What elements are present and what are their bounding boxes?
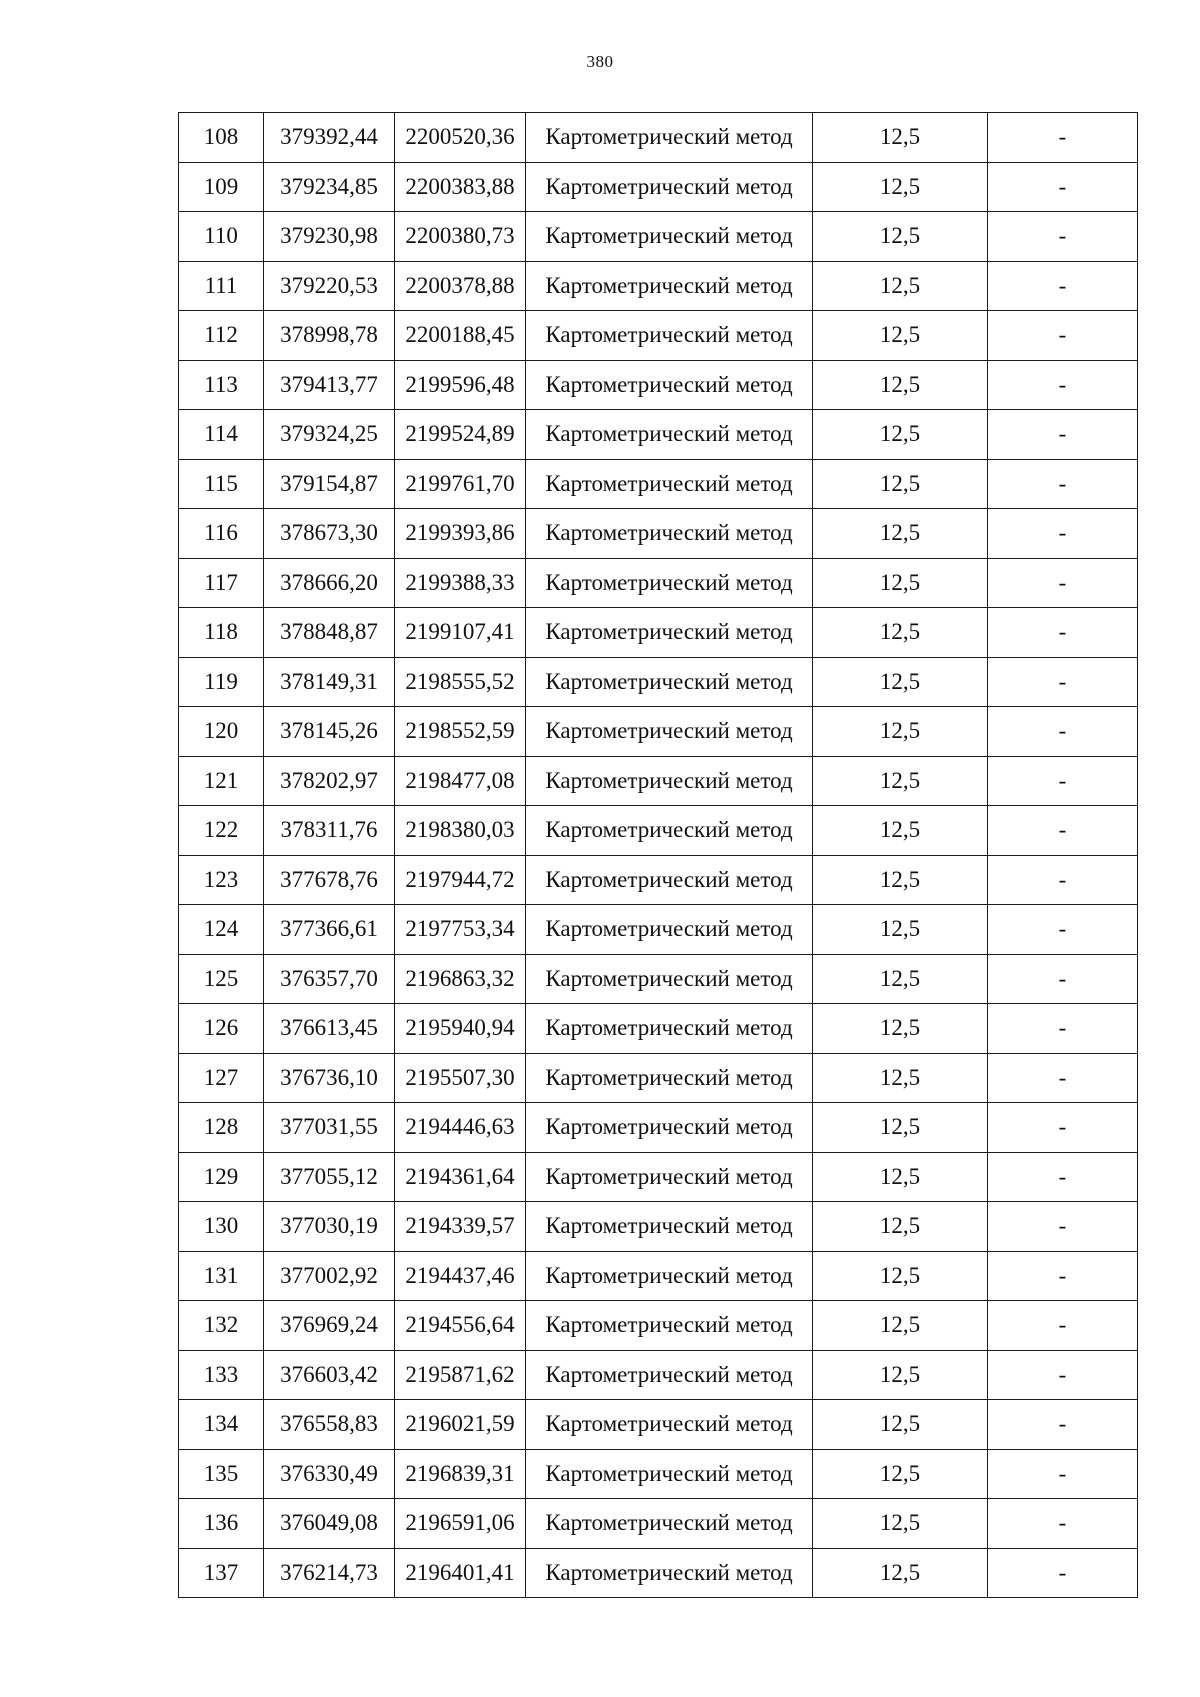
accuracy-cell: 12,5 (813, 509, 988, 559)
accuracy-cell: 12,5 (813, 162, 988, 212)
description-cell: - (988, 1251, 1138, 1301)
point-number-cell: 134 (179, 1400, 264, 1450)
description-cell: - (988, 855, 1138, 905)
method-cell: Картометрический метод (526, 410, 813, 460)
point-number-cell: 117 (179, 558, 264, 608)
description-cell: - (988, 311, 1138, 361)
accuracy-cell: 12,5 (813, 113, 988, 163)
description-cell: - (988, 1103, 1138, 1153)
accuracy-cell: 12,5 (813, 1350, 988, 1400)
table-row (179, 162, 1138, 212)
table-row (179, 1152, 1138, 1202)
table-row (179, 1251, 1138, 1301)
method-cell: Картометрический метод (526, 905, 813, 955)
point-number-cell: 120 (179, 707, 264, 757)
method-cell: Картометрический метод (526, 806, 813, 856)
accuracy-cell: 12,5 (813, 212, 988, 262)
method-cell: Картометрический метод (526, 459, 813, 509)
point-number-cell: 119 (179, 657, 264, 707)
y-coordinate-cell: 2198380,03 (395, 806, 526, 856)
description-cell: - (988, 1301, 1138, 1351)
accuracy-cell: 12,5 (813, 806, 988, 856)
point-number-cell: 133 (179, 1350, 264, 1400)
table-row (179, 608, 1138, 658)
table-row (179, 1400, 1138, 1450)
method-cell: Картометрический метод (526, 1400, 813, 1450)
method-cell: Картометрический метод (526, 113, 813, 163)
y-coordinate-cell: 2197753,34 (395, 905, 526, 955)
x-coordinate-cell: 378145,26 (264, 707, 395, 757)
table-row (179, 261, 1138, 311)
x-coordinate-cell: 378998,78 (264, 311, 395, 361)
x-coordinate-cell: 376049,08 (264, 1499, 395, 1549)
accuracy-cell: 12,5 (813, 756, 988, 806)
coordinates-table (178, 112, 1138, 1598)
accuracy-cell: 12,5 (813, 905, 988, 955)
x-coordinate-cell: 379324,25 (264, 410, 395, 460)
accuracy-cell: 12,5 (813, 558, 988, 608)
y-coordinate-cell: 2198477,08 (395, 756, 526, 806)
point-number-cell: 135 (179, 1449, 264, 1499)
point-number-cell: 113 (179, 360, 264, 410)
y-coordinate-cell: 2198552,59 (395, 707, 526, 757)
accuracy-cell: 12,5 (813, 311, 988, 361)
y-coordinate-cell: 2199524,89 (395, 410, 526, 460)
description-cell: - (988, 1400, 1138, 1450)
table-row (179, 459, 1138, 509)
description-cell: - (988, 657, 1138, 707)
method-cell: Картометрический метод (526, 1251, 813, 1301)
accuracy-cell: 12,5 (813, 1449, 988, 1499)
x-coordinate-cell: 376357,70 (264, 954, 395, 1004)
method-cell: Картометрический метод (526, 311, 813, 361)
y-coordinate-cell: 2195940,94 (395, 1004, 526, 1054)
description-cell: - (988, 905, 1138, 955)
point-number-cell: 125 (179, 954, 264, 1004)
x-coordinate-cell: 376558,83 (264, 1400, 395, 1450)
accuracy-cell: 12,5 (813, 1251, 988, 1301)
method-cell: Картометрический метод (526, 1301, 813, 1351)
x-coordinate-cell: 377030,19 (264, 1202, 395, 1252)
method-cell: Картометрический метод (526, 657, 813, 707)
table-row (179, 1548, 1138, 1598)
point-number-cell: 108 (179, 113, 264, 163)
table-row (179, 855, 1138, 905)
table-row (179, 1301, 1138, 1351)
point-number-cell: 111 (179, 261, 264, 311)
table-row (179, 954, 1138, 1004)
method-cell: Картометрический метод (526, 558, 813, 608)
x-coordinate-cell: 378848,87 (264, 608, 395, 658)
method-cell: Картометрический метод (526, 707, 813, 757)
point-number-cell: 127 (179, 1053, 264, 1103)
x-coordinate-cell: 378311,76 (264, 806, 395, 856)
description-cell: - (988, 1499, 1138, 1549)
y-coordinate-cell: 2198555,52 (395, 657, 526, 707)
x-coordinate-cell: 377678,76 (264, 855, 395, 905)
description-cell: - (988, 360, 1138, 410)
point-number-cell: 115 (179, 459, 264, 509)
table-row (179, 311, 1138, 361)
y-coordinate-cell: 2194339,57 (395, 1202, 526, 1252)
table-row (179, 558, 1138, 608)
table-row (179, 756, 1138, 806)
y-coordinate-cell: 2194446,63 (395, 1103, 526, 1153)
description-cell: - (988, 1548, 1138, 1598)
accuracy-cell: 12,5 (813, 1103, 988, 1153)
point-number-cell: 128 (179, 1103, 264, 1153)
point-number-cell: 129 (179, 1152, 264, 1202)
table-row (179, 360, 1138, 410)
x-coordinate-cell: 379230,98 (264, 212, 395, 262)
table-row (179, 509, 1138, 559)
point-number-cell: 122 (179, 806, 264, 856)
method-cell: Картометрический метод (526, 360, 813, 410)
y-coordinate-cell: 2199388,33 (395, 558, 526, 608)
table-row (179, 1449, 1138, 1499)
method-cell: Картометрический метод (526, 212, 813, 262)
accuracy-cell: 12,5 (813, 1548, 988, 1598)
method-cell: Картометрический метод (526, 1449, 813, 1499)
y-coordinate-cell: 2194437,46 (395, 1251, 526, 1301)
table-row (179, 410, 1138, 460)
y-coordinate-cell: 2200520,36 (395, 113, 526, 163)
y-coordinate-cell: 2199393,86 (395, 509, 526, 559)
accuracy-cell: 12,5 (813, 1004, 988, 1054)
point-number-cell: 109 (179, 162, 264, 212)
point-number-cell: 123 (179, 855, 264, 905)
point-number-cell: 124 (179, 905, 264, 955)
description-cell: - (988, 1202, 1138, 1252)
accuracy-cell: 12,5 (813, 855, 988, 905)
description-cell: - (988, 459, 1138, 509)
description-cell: - (988, 410, 1138, 460)
description-cell: - (988, 558, 1138, 608)
description-cell: - (988, 212, 1138, 262)
table-row (179, 1350, 1138, 1400)
method-cell: Картометрический метод (526, 608, 813, 658)
table-row (179, 113, 1138, 163)
point-number-cell: 136 (179, 1499, 264, 1549)
x-coordinate-cell: 378149,31 (264, 657, 395, 707)
x-coordinate-cell: 378202,97 (264, 756, 395, 806)
method-cell: Картометрический метод (526, 509, 813, 559)
point-number-cell: 137 (179, 1548, 264, 1598)
x-coordinate-cell: 377002,92 (264, 1251, 395, 1301)
table-row (179, 212, 1138, 262)
x-coordinate-cell: 379154,87 (264, 459, 395, 509)
y-coordinate-cell: 2199761,70 (395, 459, 526, 509)
x-coordinate-cell: 378666,20 (264, 558, 395, 608)
page-number: 380 (586, 52, 614, 71)
method-cell: Картометрический метод (526, 162, 813, 212)
method-cell: Картометрический метод (526, 1053, 813, 1103)
y-coordinate-cell: 2200380,73 (395, 212, 526, 262)
description-cell: - (988, 113, 1138, 163)
y-coordinate-cell: 2200378,88 (395, 261, 526, 311)
description-cell: - (988, 954, 1138, 1004)
method-cell: Картометрический метод (526, 1202, 813, 1252)
x-coordinate-cell: 379220,53 (264, 261, 395, 311)
table-row (179, 707, 1138, 757)
x-coordinate-cell: 376214,73 (264, 1548, 395, 1598)
y-coordinate-cell: 2199107,41 (395, 608, 526, 658)
y-coordinate-cell: 2200383,88 (395, 162, 526, 212)
method-cell: Картометрический метод (526, 1152, 813, 1202)
accuracy-cell: 12,5 (813, 1499, 988, 1549)
method-cell: Картометрический метод (526, 1499, 813, 1549)
accuracy-cell: 12,5 (813, 1202, 988, 1252)
y-coordinate-cell: 2196021,59 (395, 1400, 526, 1450)
y-coordinate-cell: 2195507,30 (395, 1053, 526, 1103)
coordinates-table-body (179, 113, 1138, 1598)
method-cell: Картометрический метод (526, 954, 813, 1004)
method-cell: Картометрический метод (526, 261, 813, 311)
accuracy-cell: 12,5 (813, 1053, 988, 1103)
table-row (179, 657, 1138, 707)
accuracy-cell: 12,5 (813, 1301, 988, 1351)
x-coordinate-cell: 379413,77 (264, 360, 395, 410)
description-cell: - (988, 1350, 1138, 1400)
table-row (179, 1202, 1138, 1252)
table-row (179, 806, 1138, 856)
y-coordinate-cell: 2200188,45 (395, 311, 526, 361)
description-cell: - (988, 162, 1138, 212)
x-coordinate-cell: 379234,85 (264, 162, 395, 212)
table-row (179, 1499, 1138, 1549)
x-coordinate-cell: 377031,55 (264, 1103, 395, 1153)
y-coordinate-cell: 2199596,48 (395, 360, 526, 410)
accuracy-cell: 12,5 (813, 1400, 988, 1450)
description-cell: - (988, 608, 1138, 658)
description-cell: - (988, 1053, 1138, 1103)
method-cell: Картометрический метод (526, 1103, 813, 1153)
point-number-cell: 118 (179, 608, 264, 658)
y-coordinate-cell: 2196863,32 (395, 954, 526, 1004)
point-number-cell: 121 (179, 756, 264, 806)
description-cell: - (988, 509, 1138, 559)
method-cell: Картометрический метод (526, 756, 813, 806)
y-coordinate-cell: 2196401,41 (395, 1548, 526, 1598)
accuracy-cell: 12,5 (813, 261, 988, 311)
table-row (179, 905, 1138, 955)
point-number-cell: 131 (179, 1251, 264, 1301)
method-cell: Картометрический метод (526, 855, 813, 905)
table-row (179, 1004, 1138, 1054)
y-coordinate-cell: 2194556,64 (395, 1301, 526, 1351)
description-cell: - (988, 261, 1138, 311)
y-coordinate-cell: 2197944,72 (395, 855, 526, 905)
x-coordinate-cell: 376736,10 (264, 1053, 395, 1103)
accuracy-cell: 12,5 (813, 608, 988, 658)
x-coordinate-cell: 376603,42 (264, 1350, 395, 1400)
y-coordinate-cell: 2196591,06 (395, 1499, 526, 1549)
accuracy-cell: 12,5 (813, 1152, 988, 1202)
x-coordinate-cell: 377055,12 (264, 1152, 395, 1202)
point-number-cell: 116 (179, 509, 264, 559)
x-coordinate-cell: 376330,49 (264, 1449, 395, 1499)
accuracy-cell: 12,5 (813, 360, 988, 410)
description-cell: - (988, 756, 1138, 806)
x-coordinate-cell: 376969,24 (264, 1301, 395, 1351)
method-cell: Картометрический метод (526, 1548, 813, 1598)
point-number-cell: 126 (179, 1004, 264, 1054)
accuracy-cell: 12,5 (813, 410, 988, 460)
accuracy-cell: 12,5 (813, 707, 988, 757)
description-cell: - (988, 1004, 1138, 1054)
x-coordinate-cell: 377366,61 (264, 905, 395, 955)
description-cell: - (988, 1152, 1138, 1202)
description-cell: - (988, 806, 1138, 856)
table-row (179, 1103, 1138, 1153)
x-coordinate-cell: 379392,44 (264, 113, 395, 163)
point-number-cell: 114 (179, 410, 264, 460)
y-coordinate-cell: 2194361,64 (395, 1152, 526, 1202)
method-cell: Картометрический метод (526, 1004, 813, 1054)
point-number-cell: 112 (179, 311, 264, 361)
description-cell: - (988, 1449, 1138, 1499)
point-number-cell: 132 (179, 1301, 264, 1351)
y-coordinate-cell: 2196839,31 (395, 1449, 526, 1499)
accuracy-cell: 12,5 (813, 459, 988, 509)
point-number-cell: 110 (179, 212, 264, 262)
accuracy-cell: 12,5 (813, 954, 988, 1004)
x-coordinate-cell: 378673,30 (264, 509, 395, 559)
x-coordinate-cell: 376613,45 (264, 1004, 395, 1054)
description-cell: - (988, 707, 1138, 757)
point-number-cell: 130 (179, 1202, 264, 1252)
accuracy-cell: 12,5 (813, 657, 988, 707)
y-coordinate-cell: 2195871,62 (395, 1350, 526, 1400)
method-cell: Картометрический метод (526, 1350, 813, 1400)
table-row (179, 1053, 1138, 1103)
